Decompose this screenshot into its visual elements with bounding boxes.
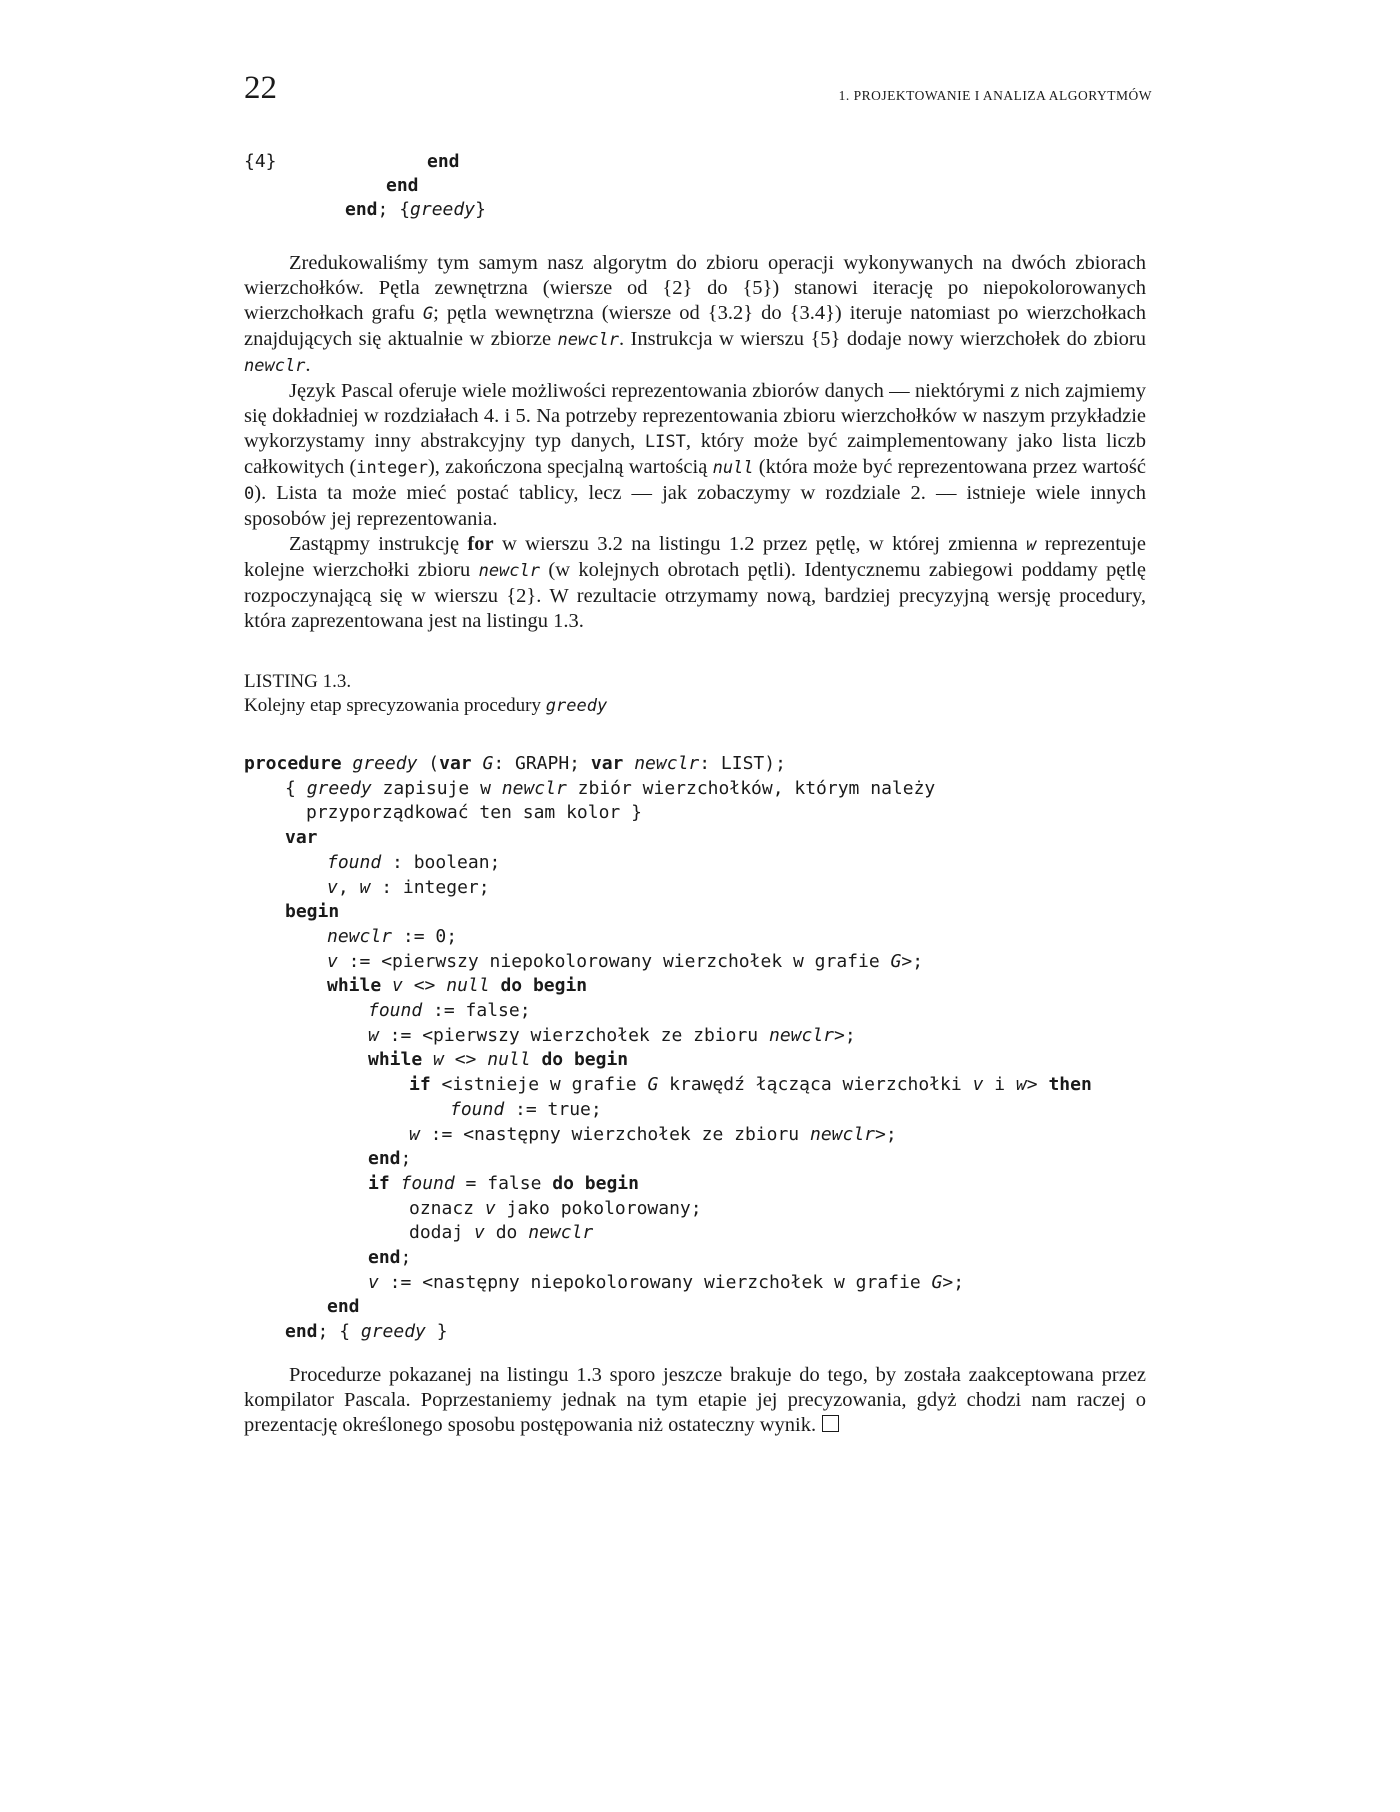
code-identifier: G <box>482 753 494 774</box>
code-keyword: then <box>1048 1074 1092 1096</box>
text-run: ; pętla wewnętrzna (wiersze od {3.2} do {3.4}) iteruje natomiast po wierzchołkach znajdujących się aktualnie w zbiorze <box>244 302 1146 350</box>
text-run: (która może być reprezentowana przez wartość <box>753 456 1147 478</box>
code-text: : LIST); <box>699 753 786 774</box>
code-keyword: var <box>439 753 472 774</box>
code-text: } <box>425 1321 448 1343</box>
code-identifier: null <box>446 975 490 997</box>
running-head: 1. PROJEKTOWANIE I ANALIZA ALGORYTMÓW <box>838 88 1152 103</box>
code-text: := <następny niepokolorowany wierzchołek w grafie <box>378 1271 932 1293</box>
code-identifier: found <box>400 1172 455 1194</box>
code-text <box>623 753 634 774</box>
code-identifier: greedy <box>352 753 418 774</box>
code-identifier: G <box>931 1271 943 1293</box>
code-text: ; { <box>377 199 411 220</box>
code-line <box>285 826 318 850</box>
code-identifier: v <box>474 1222 485 1244</box>
code-text: : integer; <box>370 876 490 898</box>
code-keyword: if <box>409 1074 431 1096</box>
code-identifier: greedy <box>410 199 476 220</box>
code-keyword: do begin <box>552 1172 639 1194</box>
code-text <box>390 1173 401 1194</box>
code-identifier: newclr <box>327 925 393 947</box>
top-code-fragment <box>0 0 1400 220</box>
code-keyword: while <box>327 975 382 997</box>
text-run: (w kolejnych obrotach pętli). Identycznemu zabiegowi poddamy pętlę rozpoczynającą się w wierszu {2}. W rezultacie otrzymamy nową, bardziej precyzyjną wersję procedury, która zaprezentowana jest na listingu 1.3. <box>244 559 1146 632</box>
code-text: := true; <box>504 1098 602 1120</box>
code-identifier: v <box>972 1074 984 1096</box>
code-line <box>368 1024 856 1048</box>
text-run: ), zakończona specjalną wartością <box>427 456 713 478</box>
bold-term: for <box>467 533 494 555</box>
code-keyword: do begin <box>541 1049 629 1071</box>
code-identifier: found <box>327 851 382 873</box>
code-text: >; <box>901 950 924 972</box>
code-text <box>531 1049 542 1070</box>
code-line <box>327 876 490 900</box>
code-keyword: var <box>285 827 318 849</box>
text-run: ). Lista ta może mieć postać tablicy, lecz — jak zobaczymy w rozdziale 2. –– istnieje wiele innych sposobów jej reprezentowania. <box>244 482 1146 530</box>
text-run: reprezentuje kolejne wierzchołki zbioru <box>244 533 1147 581</box>
code-text <box>472 753 483 774</box>
code-text: := 0; <box>392 925 458 947</box>
code-keyword: end <box>386 175 419 196</box>
inline-code: null <box>712 458 754 478</box>
code-text: = false <box>454 1172 553 1194</box>
code-identifier: w <box>359 876 371 898</box>
listing-title <box>244 670 607 718</box>
inline-code: G <box>422 304 434 324</box>
text-run: w wierszu 3.2 na listingu 1.2 przez pętlę, w której zmienna <box>493 533 1027 555</box>
code-text: i <box>983 1074 1016 1096</box>
code-line <box>368 1172 639 1196</box>
code-keyword: end <box>368 1247 401 1268</box>
code-line <box>409 1073 1092 1097</box>
code-line <box>327 851 500 875</box>
code-keyword: end <box>368 1148 401 1170</box>
code-line <box>327 925 457 949</box>
code-text <box>381 975 392 996</box>
page-number: 22 <box>244 70 277 106</box>
code-identifier: v <box>368 1271 379 1293</box>
code-text <box>490 975 501 996</box>
code-line <box>409 1197 702 1221</box>
inline-code: 0 <box>244 484 255 504</box>
code-text: : boolean; <box>381 851 501 873</box>
inline-code: newclr <box>244 356 306 376</box>
code-identifier: v <box>327 950 338 972</box>
code-line <box>244 752 786 776</box>
code-line <box>450 1098 602 1122</box>
code-text: do <box>484 1222 529 1244</box>
text-run: Zredukowaliśmy tym samym nasz algorytm do zbioru operacji wykonywanych na dwóch zbiorach wierzchołków. Pętla zewnętrzna (wiersze od {2} do {5}) stanowi iterację po niepokolorowanych wierzchołkach grafu <box>244 252 1146 324</box>
caption-identifier: greedy <box>545 696 608 716</box>
code-line <box>345 198 486 222</box>
code-text: ; { <box>317 1321 361 1343</box>
code-line <box>327 950 923 974</box>
paragraph <box>244 379 1146 532</box>
text-run: Zastąpmy instrukcję <box>289 533 468 555</box>
code-identifier: w <box>1015 1074 1027 1096</box>
code-line <box>285 777 935 801</box>
code-keyword: end <box>327 1296 360 1318</box>
listing-caption <box>244 694 607 718</box>
code-text: >; <box>875 1123 897 1145</box>
code-identifier: null <box>487 1049 531 1071</box>
text-run: , który może być zaimplementowany jako lista liczb całkowitych ( <box>244 430 1147 478</box>
code-identifier: newclr <box>528 1222 594 1244</box>
code-text: := <pierwszy wierzchołek ze zbioru <box>378 1024 769 1046</box>
code-text: , <box>337 876 360 898</box>
code-line <box>368 1048 628 1072</box>
code-identifier: G <box>890 950 902 972</box>
code-text <box>422 1049 433 1070</box>
text-run: Język Pascal oferuje wiele możliwości reprezentowania zbiorów danych — niektórymi z nich zajmiemy się dokładniej w rozdziałach 4. i 5. Na potrzeby reprezentowania zbioru wierzchołków w naszym przykładzie wykorzystamy inny abstrakcyjny typ danych, <box>244 380 1146 452</box>
code-text: ; <box>400 1247 412 1268</box>
code-text: { <box>285 777 307 799</box>
code-text: zapisuje w <box>371 777 502 799</box>
code-text: przyporządkować ten sam kolor } <box>306 802 642 824</box>
code-line <box>368 999 531 1023</box>
code-keyword: if <box>368 1172 390 1194</box>
code-identifier: found <box>450 1098 505 1120</box>
code-identifier: newclr <box>768 1024 835 1046</box>
code-text: } <box>475 199 486 220</box>
end-of-proof-box-icon <box>822 1415 839 1432</box>
listing-label: LISTING 1.3. <box>244 671 352 692</box>
code-line <box>285 900 339 924</box>
code-keyword: while <box>368 1049 423 1071</box>
paragraph <box>244 532 1146 634</box>
paragraph <box>244 251 1146 379</box>
inline-code: newclr <box>557 330 619 350</box>
inline-code: integer <box>356 458 428 478</box>
caption-text: Kolejny etap sprecyzowania procedury <box>244 695 546 716</box>
code-text: ( <box>417 753 440 774</box>
code-line <box>409 1123 897 1147</box>
code-text: >; <box>834 1024 856 1046</box>
code-text: <istnieje w grafie <box>430 1074 648 1096</box>
code-keyword: procedure <box>244 753 342 774</box>
prose-block-2 <box>244 1363 1146 1438</box>
code-text: := false; <box>422 1000 531 1021</box>
code-line <box>306 801 642 825</box>
code-keyword: end <box>427 151 460 172</box>
code-text: jako pokolorowany; <box>495 1197 702 1219</box>
code-keyword: var <box>590 753 624 774</box>
code-identifier: newclr <box>809 1123 876 1145</box>
code-line <box>285 1320 448 1344</box>
code-keyword: do begin <box>500 975 588 997</box>
inline-code: LIST <box>644 432 686 452</box>
code-identifier: w <box>409 1123 420 1145</box>
code-text: <> <box>402 975 447 997</box>
code-text: zbiór wierzchołków, którym należy <box>566 777 936 799</box>
paragraph <box>244 1363 1146 1438</box>
code-text: : GRAPH; <box>493 753 591 774</box>
prose-block-1 <box>244 251 1146 634</box>
code-identifier: greedy <box>360 1321 426 1343</box>
text-run: Procedurze pokazanej na listingu 1.3 sporo jeszcze brakuje do tego, by została zaakceptowana przez kompilator Pascala. Poprzestaniemy jednak na tym etapie jej precyzowania, gdyż chodzi nam raczej o prezentację określonego sposobu postępowania niż ostateczny wynik. <box>244 1364 1146 1436</box>
code-text: >; <box>942 1271 965 1293</box>
code-identifier: w <box>433 1049 444 1071</box>
code-text: oznacz <box>409 1197 485 1219</box>
text-run: . Instrukcja w wierszu {5} dodaje nowy wierzchołek do zbioru <box>618 328 1146 350</box>
code-identifier: v <box>327 876 338 898</box>
inline-code: newclr <box>478 561 540 581</box>
code-line <box>368 1271 964 1295</box>
code-keyword: end <box>345 199 378 220</box>
code-identifier: w <box>368 1024 379 1046</box>
code-text: := <następny wierzchołek ze zbioru <box>419 1123 810 1145</box>
code-keyword: begin <box>285 901 340 923</box>
code-line <box>368 1147 411 1171</box>
code-identifier: found <box>368 1000 423 1021</box>
code-identifier: v <box>392 975 403 997</box>
code-text: := <pierwszy niepokolorowany wierzchołek w grafie <box>337 950 891 972</box>
code-text: dodaj <box>409 1222 475 1244</box>
code-line <box>327 974 587 998</box>
code-identifier: greedy <box>306 777 372 799</box>
code-identifier: newclr <box>501 777 567 799</box>
text-run: . <box>305 354 311 376</box>
code-text: ; <box>400 1148 412 1170</box>
code-label: {4} <box>244 151 277 172</box>
code-line <box>368 1246 411 1270</box>
code-identifier: newclr <box>634 753 700 774</box>
code-text: krawędź łącząca wierzchołki <box>658 1074 973 1096</box>
code-text <box>342 753 353 774</box>
code-line <box>409 1221 593 1245</box>
code-line <box>327 1295 360 1319</box>
code-text: <> <box>443 1049 488 1071</box>
code-identifier: G <box>647 1074 659 1096</box>
code-text: > <box>1026 1074 1049 1096</box>
inline-code: w <box>1026 535 1037 555</box>
code-identifier: v <box>484 1197 496 1219</box>
code-keyword: end <box>285 1321 318 1343</box>
